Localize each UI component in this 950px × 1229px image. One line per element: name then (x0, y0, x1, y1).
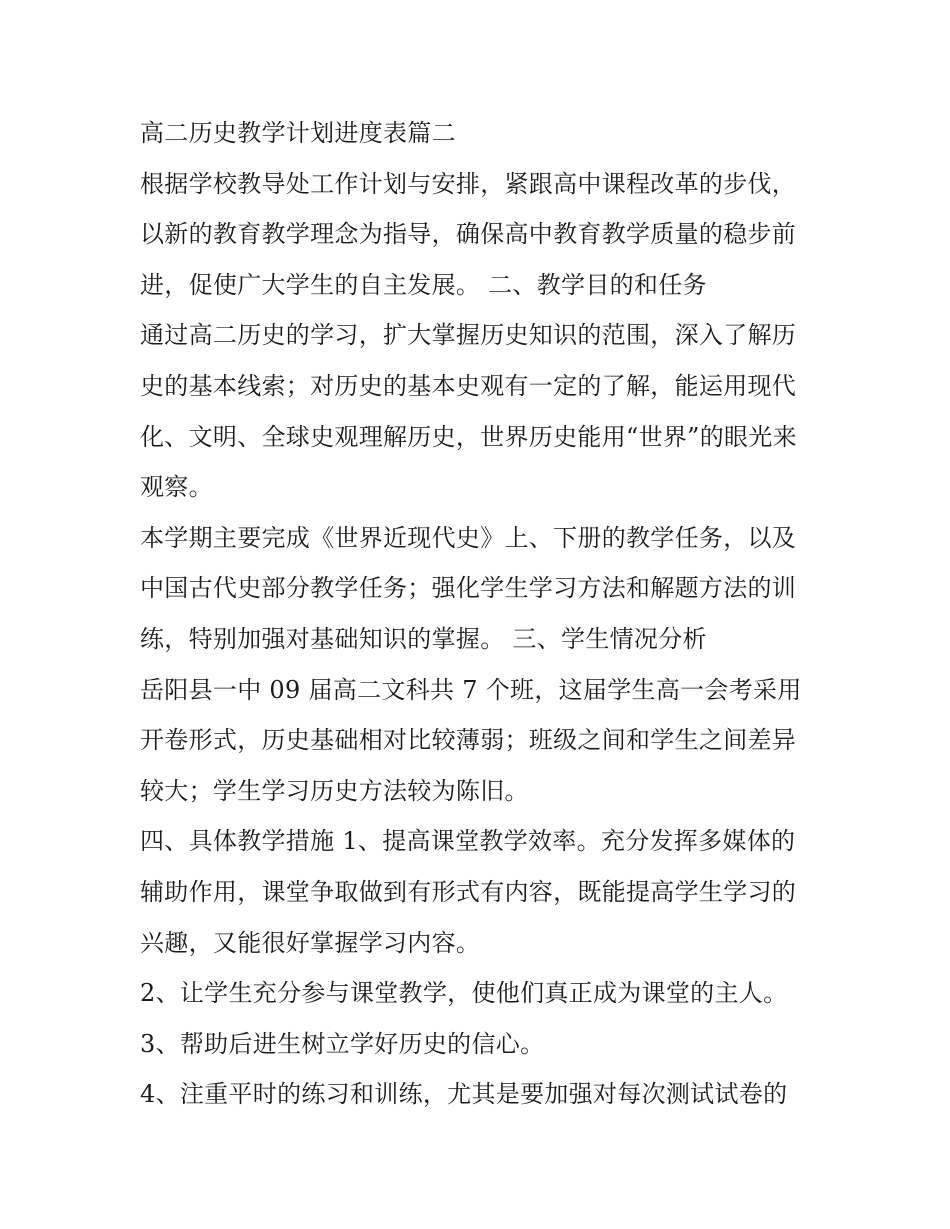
text-line: 观察。 (140, 473, 213, 502)
text-line: 化、文明、全球史观理解历史，世界历史能用“世界”的眼光来 (140, 422, 797, 451)
text-line: 通过高二历史的学习，扩大掌握历史知识的范围，深入了解历 (140, 321, 797, 350)
text-line: 中国古代史部分教学任务；强化学生学习方法和解题方法的训 (140, 574, 797, 603)
text-line: 岳阳县一中 09 届高二文科共 7 个班，这届学生高一会考采用 (140, 675, 802, 704)
text-line: 4、注重平时的练习和训练，尤其是要加强对每次测试试卷的 (140, 1080, 788, 1109)
text-line: 2、让学生充分参与课堂教学，使他们真正成为课堂的主人。 (140, 979, 788, 1008)
text-line: 练，特别加强对基础知识的掌握。 三、学生情况分析 (140, 624, 707, 653)
text-line: 根据学校教导处工作计划与安排，紧跟高中课程改革的步伐， (140, 169, 797, 198)
text-line: 3、帮助后进生树立学好历史的信心。 (140, 1029, 545, 1058)
text-line: 开卷形式，历史基础相对比较薄弱；班级之间和学生之间差异 (140, 726, 797, 755)
text-line: 兴趣，又能很好掌握学习内容。 (140, 928, 481, 957)
text-line: 以新的教育教学理念为指导，确保高中教育教学质量的稳步前 (140, 220, 797, 249)
text-line: 四、具体教学措施 1、提高课堂教学效率。充分发挥多媒体的 (140, 827, 796, 856)
document-body (140, 108, 820, 1120)
text-line: 进，促使广大学生的自主发展。 二、教学目的和任务 (140, 270, 707, 299)
document-title: 高二历史教学计划进度表篇二 (140, 119, 456, 147)
text-line: 较大；学生学习历史方法较为陈旧。 (140, 776, 529, 805)
text-line: 史的基本线索；对历史的基本史观有一定的了解，能运用现代 (140, 371, 797, 400)
text-line: 本学期主要完成《世界近现代史》上、下册的教学任务，以及 (140, 523, 797, 552)
text-line: 辅助作用，课堂争取做到有形式有内容，既能提高学生学习的 (140, 877, 797, 906)
